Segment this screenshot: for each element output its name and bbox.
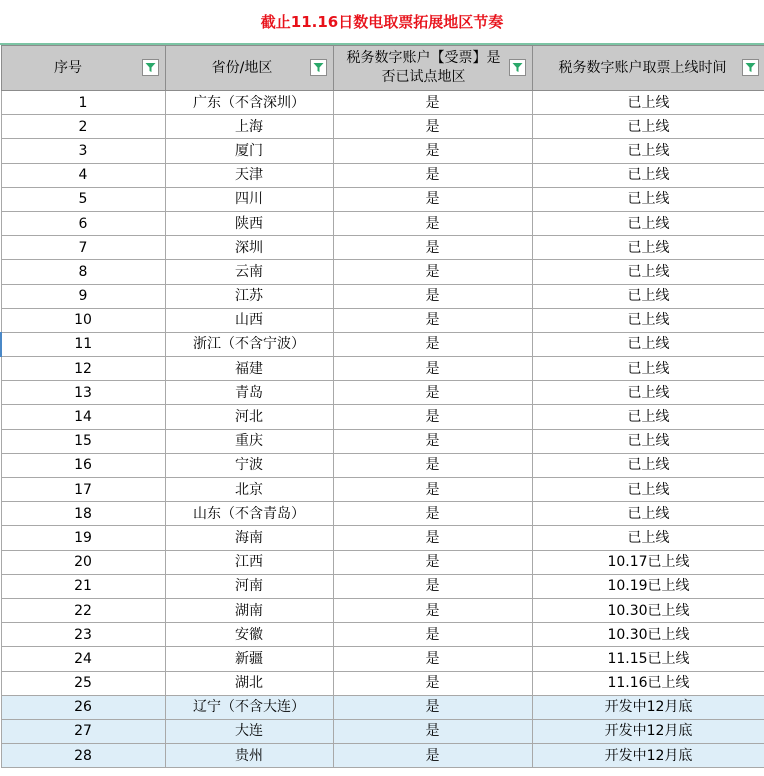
cell-number[interactable]: 20 [1, 550, 165, 574]
cell-region[interactable]: 宁波 [165, 453, 333, 477]
table-row [1, 647, 764, 671]
table-row [1, 115, 764, 139]
cell-pilot[interactable]: 是 [333, 187, 532, 211]
cell-pilot[interactable]: 是 [333, 744, 532, 768]
title-bar [0, 0, 764, 45]
cell-status[interactable]: 已上线 [532, 260, 764, 284]
cell-status[interactable]: 已上线 [532, 405, 764, 429]
cell-region[interactable]: 新疆 [165, 647, 333, 671]
cell-region[interactable]: 青岛 [165, 381, 333, 405]
table-row [1, 381, 764, 405]
column-header-region [165, 46, 333, 91]
table-row [1, 308, 764, 332]
cell-pilot[interactable]: 是 [333, 478, 532, 502]
cell-region[interactable]: 重庆 [165, 429, 333, 453]
cell-number[interactable]: 23 [1, 623, 165, 647]
cell-pilot[interactable]: 是 [333, 598, 532, 622]
cell-region[interactable]: 福建 [165, 357, 333, 381]
table-row [1, 284, 764, 308]
table-row [1, 139, 764, 163]
cell-pilot[interactable]: 是 [333, 453, 532, 477]
cell-pilot[interactable]: 是 [333, 357, 532, 381]
cell-status[interactable]: 开发中12月底 [532, 695, 764, 719]
table-row [1, 550, 764, 574]
cell-region[interactable]: 海南 [165, 526, 333, 550]
cell-number[interactable]: 6 [1, 211, 165, 235]
cell-status[interactable]: 10.19已上线 [532, 574, 764, 598]
cell-pilot[interactable]: 是 [333, 405, 532, 429]
cell-status[interactable]: 已上线 [532, 236, 764, 260]
filter-icon[interactable] [509, 59, 526, 76]
cell-status[interactable]: 已上线 [532, 139, 764, 163]
cell-number[interactable]: 17 [1, 478, 165, 502]
table-row [1, 429, 764, 453]
cell-status[interactable]: 开发中12月底 [532, 719, 764, 743]
cell-pilot[interactable]: 是 [333, 429, 532, 453]
cell-number[interactable]: 18 [1, 502, 165, 526]
cell-region[interactable]: 四川 [165, 187, 333, 211]
column-header-pilot [333, 46, 532, 91]
cell-region[interactable]: 天津 [165, 163, 333, 187]
cell-number[interactable]: 13 [1, 381, 165, 405]
table-row [1, 719, 764, 743]
filter-icon[interactable] [310, 59, 327, 76]
cell-number[interactable]: 9 [1, 284, 165, 308]
column-header-label: 省份/地区 [211, 59, 273, 76]
cell-status[interactable]: 已上线 [532, 332, 764, 356]
cell-region[interactable]: 上海 [165, 115, 333, 139]
cell-number[interactable]: 21 [1, 574, 165, 598]
cell-pilot[interactable]: 是 [333, 115, 532, 139]
cell-pilot[interactable]: 是 [333, 163, 532, 187]
cell-number[interactable]: 14 [1, 405, 165, 429]
cell-region[interactable]: 广东（不含深圳） [165, 91, 333, 115]
cell-number[interactable]: 16 [1, 453, 165, 477]
cell-region[interactable]: 辽宁（不含大连） [165, 695, 333, 719]
cell-number[interactable]: 4 [1, 163, 165, 187]
table-row [1, 236, 764, 260]
cell-region[interactable]: 河南 [165, 574, 333, 598]
cell-pilot[interactable]: 是 [333, 550, 532, 574]
column-header-line2: 否已试点地区 [381, 69, 466, 85]
table-row [1, 453, 764, 477]
column-header-number [1, 46, 165, 91]
column-header-label: 序号 [54, 59, 82, 76]
table-row [1, 211, 764, 235]
cell-pilot[interactable]: 是 [333, 139, 532, 163]
cell-region[interactable]: 深圳 [165, 236, 333, 260]
cell-region[interactable]: 北京 [165, 478, 333, 502]
cell-number[interactable]: 27 [1, 719, 165, 743]
cell-number[interactable]: 10 [1, 308, 165, 332]
cell-number[interactable]: 8 [1, 260, 165, 284]
cell-status[interactable]: 10.30已上线 [532, 598, 764, 622]
cell-region[interactable]: 湖北 [165, 671, 333, 695]
cell-number[interactable]: 2 [1, 115, 165, 139]
column-header-label [347, 49, 501, 87]
cell-region[interactable]: 江苏 [165, 284, 333, 308]
table-row [1, 260, 764, 284]
cell-status[interactable]: 已上线 [532, 502, 764, 526]
cell-region[interactable]: 山西 [165, 308, 333, 332]
table-row [1, 695, 764, 719]
cell-region[interactable]: 厦门 [165, 139, 333, 163]
table-body [1, 91, 764, 768]
filter-icon[interactable] [742, 59, 759, 76]
cell-number[interactable]: 3 [1, 139, 165, 163]
cell-number[interactable]: 7 [1, 236, 165, 260]
cell-pilot[interactable]: 是 [333, 623, 532, 647]
cell-region[interactable]: 浙江（不含宁波） [165, 332, 333, 356]
cell-pilot[interactable]: 是 [333, 260, 532, 284]
cell-pilot[interactable]: 是 [333, 332, 532, 356]
cell-pilot[interactable]: 是 [333, 236, 532, 260]
cell-status[interactable]: 已上线 [532, 478, 764, 502]
cell-status[interactable]: 已上线 [532, 381, 764, 405]
cell-status[interactable]: 10.17已上线 [532, 550, 764, 574]
column-header-line1: 税务数字账户【受票】是 [346, 50, 501, 66]
table-row [1, 405, 764, 429]
cell-region[interactable]: 河北 [165, 405, 333, 429]
cell-status[interactable]: 11.15已上线 [532, 647, 764, 671]
cell-pilot[interactable]: 是 [333, 719, 532, 743]
cell-number[interactable]: 25 [1, 671, 165, 695]
sheet-title: 截止11.16日数电取票拓展地区节奏 [260, 13, 504, 31]
cell-pilot[interactable]: 是 [333, 502, 532, 526]
cell-region[interactable]: 陕西 [165, 211, 333, 235]
table-row [1, 357, 764, 381]
cell-region[interactable]: 大连 [165, 719, 333, 743]
column-header-launch-time [532, 46, 764, 91]
cell-number[interactable]: 26 [1, 695, 165, 719]
cell-region[interactable]: 江西 [165, 550, 333, 574]
cell-status[interactable]: 已上线 [532, 357, 764, 381]
cell-pilot[interactable]: 是 [333, 381, 532, 405]
cell-number[interactable]: 19 [1, 526, 165, 550]
cell-status[interactable]: 已上线 [532, 308, 764, 332]
table-row [1, 598, 764, 622]
table-row [1, 187, 764, 211]
table-row [1, 574, 764, 598]
table-row [1, 744, 764, 768]
cell-status[interactable]: 已上线 [532, 211, 764, 235]
table-row [1, 478, 764, 502]
table-row [1, 671, 764, 695]
cell-pilot[interactable]: 是 [333, 671, 532, 695]
cell-number[interactable]: 22 [1, 598, 165, 622]
cell-pilot[interactable]: 是 [333, 526, 532, 550]
cell-pilot[interactable]: 是 [333, 211, 532, 235]
cell-region[interactable]: 云南 [165, 260, 333, 284]
cell-number[interactable]: 12 [1, 357, 165, 381]
cell-pilot[interactable]: 是 [333, 308, 532, 332]
cell-pilot[interactable]: 是 [333, 695, 532, 719]
cell-pilot[interactable]: 是 [333, 284, 532, 308]
cell-status[interactable]: 已上线 [532, 453, 764, 477]
cell-region[interactable]: 山东（不含青岛） [165, 502, 333, 526]
cell-pilot[interactable]: 是 [333, 91, 532, 115]
cell-status[interactable]: 已上线 [532, 526, 764, 550]
header-row [1, 46, 764, 91]
cell-region[interactable]: 贵州 [165, 744, 333, 768]
filter-icon[interactable] [142, 59, 159, 76]
cell-region[interactable]: 湖南 [165, 598, 333, 622]
cell-number[interactable]: 28 [1, 744, 165, 768]
cell-status[interactable]: 已上线 [532, 163, 764, 187]
cell-status[interactable]: 已上线 [532, 91, 764, 115]
cell-status[interactable]: 11.16已上线 [532, 671, 764, 695]
column-header-label: 税务数字账户取票上线时间 [558, 59, 727, 76]
table-row [1, 163, 764, 187]
cell-status[interactable]: 开发中12月底 [532, 744, 764, 768]
cell-number[interactable]: 1 [1, 91, 165, 115]
table-row [1, 91, 764, 115]
table-row [1, 623, 764, 647]
cell-pilot[interactable]: 是 [333, 574, 532, 598]
region-table [0, 45, 764, 768]
cell-number[interactable]: 11 [1, 332, 165, 356]
cell-region[interactable]: 安徽 [165, 623, 333, 647]
cell-number[interactable]: 24 [1, 647, 165, 671]
table-row [1, 526, 764, 550]
table-row [1, 332, 764, 356]
cell-status[interactable]: 已上线 [532, 187, 764, 211]
cell-status[interactable]: 10.30已上线 [532, 623, 764, 647]
cell-status[interactable]: 已上线 [532, 115, 764, 139]
table-row [1, 502, 764, 526]
cell-number[interactable]: 5 [1, 187, 165, 211]
cell-status[interactable]: 已上线 [532, 284, 764, 308]
cell-pilot[interactable]: 是 [333, 647, 532, 671]
cell-number[interactable]: 15 [1, 429, 165, 453]
cell-status[interactable]: 已上线 [532, 429, 764, 453]
